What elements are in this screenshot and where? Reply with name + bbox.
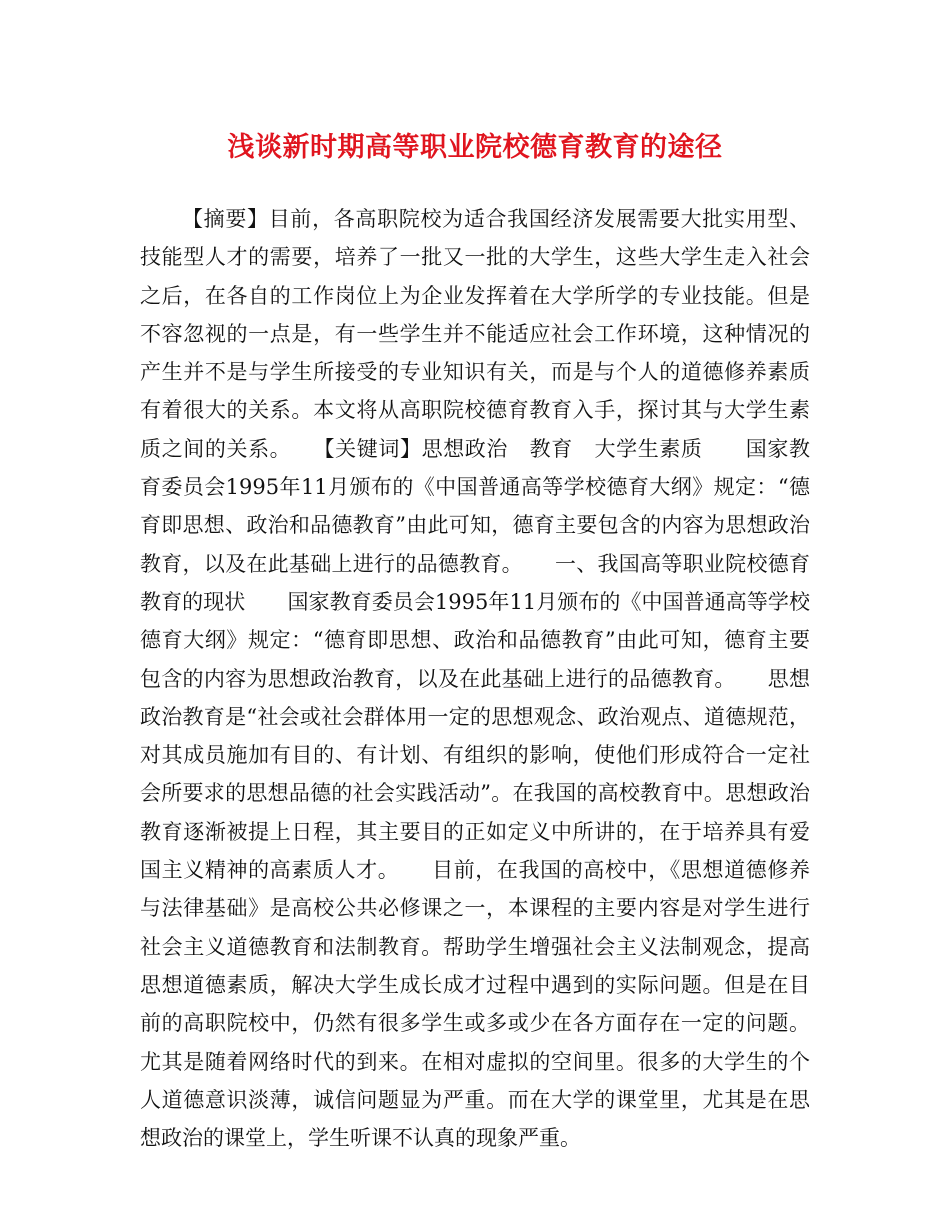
document-title: 浅谈新时期高等职业院校德育教育的途径 [227, 132, 723, 163]
document-body: 【摘要】目前，各高职院校为适合我国经济发展需要大批实用型、技能型人才的需要，培养了一批又一批的大学生，这些大学生走入社会之后，在各自的工作岗位上为企业发挥着在大学所学的专业技能。但是不容忽视的一点是，有一些学生并不能适应社会工作环境，这种情况的产生并不是与学生所接受的专业知识有关，而是与个人的道德修养素质有着很大的关系。本文将从高职院校德育教育入手，探讨其与大学生素质之间的关系。 【关键词】思想政治 教育 大学生素质 国家教育委员会1995年11月颁布的《中国普通高等学校德育大纲》规定：“德育即思想、政治和品德教育”由此可知，德育主要包含的内容为思想政治教育，以及在此基础上进行的品德教育。 一、我国高等职业院校德育教育的现状 国家教育委员会1995年11月颁布的《中国普通高等学校德育大纲》规定：“德育即思想、政治和品德教育”由此可知，德育主要包含的内容为思想政治教育，以及在此基础上进行的品德教育。 思想政治教育是“社会或社会群体用一定的思想观念、政治观点、道德规范，对其成员施加有目的、有计划、有组织的影响，使他们形成符合一定社会所要求的思想品德的社会实践活动”。在我国的高校教育中。思想政治教育逐渐被提上日程，其主要目的正如定义中所讲的，在于培养具有爱国主义精神的高素质人才。 目前，在我国的高校中，《思想道德修养与法律基础》是高校公共必修课之一，本课程的主要内容是对学生进行社会主义道德教育和法制教育。帮助学生增强社会主义法制观念，提高思想道德素质，解决大学生成长成才过程中遇到的实际问题。但是在目前的高职院校中，仍然有很多学生或多或少在各方面存在一定的问题。尤其是随着网络时代的到来。在相对虚拟的空间里。很多的大学生的个人道德意识淡薄，诚信问题显为严重。而在大学的课堂里，尤其是在思想政治的课堂上，学生听课不认真的现象严重。 [140, 207, 810, 1151]
